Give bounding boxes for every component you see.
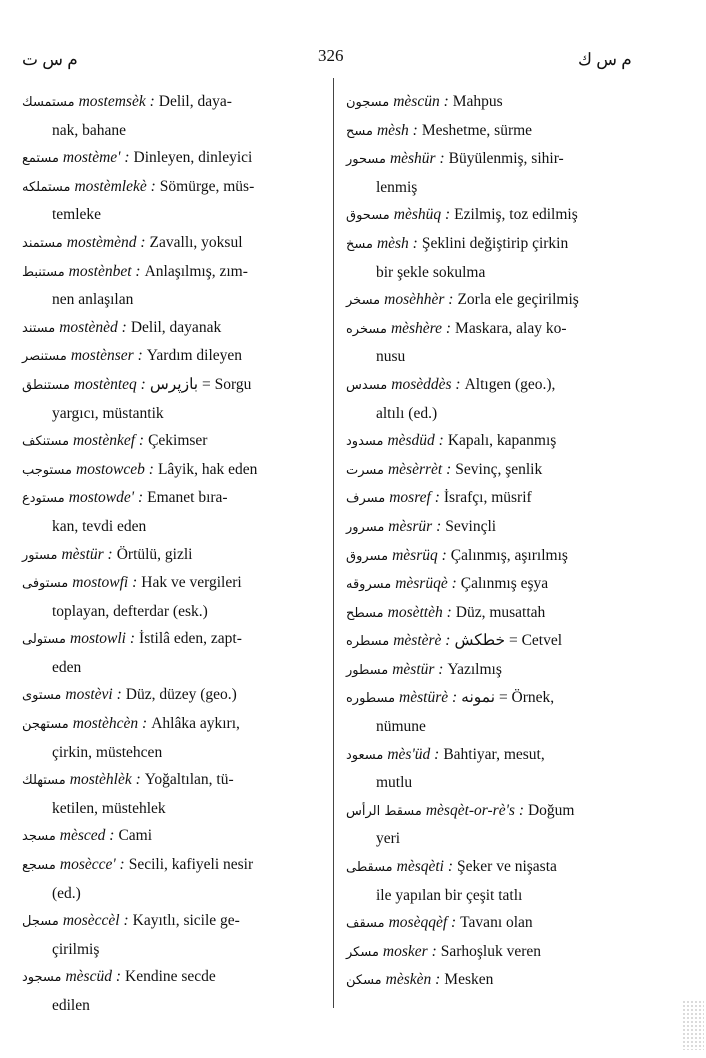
entry-continuation: çirkin, müstehcen xyxy=(52,743,163,761)
dictionary-entry xyxy=(346,315,652,371)
entry-headword: mès'üd : xyxy=(387,745,440,763)
dictionary-entry xyxy=(346,201,652,230)
entry-arabic-word: مستمسك xyxy=(22,95,75,110)
entry-headword: mostènser : xyxy=(70,347,143,365)
page-number: 326 xyxy=(318,46,344,65)
entry-definition: Doğum xyxy=(527,801,575,819)
entry-definition: Düz, musattah xyxy=(455,603,546,621)
entry-first-line xyxy=(22,541,324,570)
entry-first-line xyxy=(346,853,652,882)
entry-definition: Anlaşılmış, zım- xyxy=(144,262,248,280)
entry-headword: mèsdüd : xyxy=(387,432,444,450)
dictionary-entry xyxy=(346,371,652,427)
entry-definition: Delil, daya- xyxy=(158,93,232,110)
entry-continuation: çirilmiş xyxy=(52,940,100,958)
dictionary-entry xyxy=(346,427,652,456)
entry-definition: Emanet bıra- xyxy=(147,489,228,507)
entry-first-line xyxy=(346,117,652,146)
entry-definition: نمونه = Örnek, xyxy=(461,689,555,707)
header-left-letters: م س ت xyxy=(22,50,78,69)
entry-arabic-word: مسطح xyxy=(346,605,384,621)
entry-first-line xyxy=(22,822,324,851)
entry-headword: mostèvi : xyxy=(65,686,122,704)
right-column xyxy=(346,88,652,995)
entry-arabic-word: مستودع xyxy=(22,491,65,507)
dictionary-entry xyxy=(22,456,324,485)
dictionary-entry xyxy=(22,569,324,625)
entry-arabic-word: مستور xyxy=(22,547,58,563)
entry-definition: Yazılmış xyxy=(447,660,502,678)
entry-headword: mèsced : xyxy=(59,827,115,845)
entry-headword: mostènèd : xyxy=(59,318,127,336)
entry-first-line xyxy=(22,766,324,795)
entry-first-line xyxy=(346,513,652,542)
entry-definition: Sömürge, müs- xyxy=(159,177,255,195)
entry-headword: mèstür : xyxy=(61,545,113,563)
entry-first-line xyxy=(22,710,324,739)
entry-definition: خطكش = Cetvel xyxy=(454,632,563,650)
dictionary-entry xyxy=(346,741,652,797)
entry-continuation: nusu xyxy=(376,348,406,366)
entry-continuation: (ed.) xyxy=(52,884,81,902)
entry-arabic-word: مسكر xyxy=(346,944,379,960)
entry-headword: mèsrüq : xyxy=(392,546,447,564)
entry-definition: Çalınmış eşya xyxy=(460,575,549,593)
entry-arabic-word: مستنصر xyxy=(22,349,67,365)
entry-arabic-word: مستمع xyxy=(22,151,59,167)
entry-arabic-word: مسطور xyxy=(346,662,389,678)
dictionary-entry xyxy=(346,542,652,571)
entry-first-line xyxy=(346,684,652,713)
entry-first-line xyxy=(346,456,652,485)
entry-definition: İsrafçı, müsrif xyxy=(443,489,532,507)
entry-arabic-word: مسكن xyxy=(346,973,382,989)
entry-arabic-word: مستولی xyxy=(22,632,66,648)
entry-headword: mostemsèk : xyxy=(78,93,155,110)
entry-arabic-word: مسروقه xyxy=(346,577,392,593)
entry-definition: İstilâ eden, zapt- xyxy=(139,630,242,648)
entry-headword: mosècce' : xyxy=(59,856,125,874)
paper-specks xyxy=(682,1000,704,1050)
entry-continuation: bir şekle sokulma xyxy=(376,263,486,281)
dictionary-entry xyxy=(346,966,652,995)
entry-first-line xyxy=(22,456,324,485)
dictionary-entry xyxy=(346,656,652,685)
entry-definition: Secili, kafiyeli nesir xyxy=(128,856,254,874)
entry-definition: Bahtiyar, mesut, xyxy=(443,745,545,763)
dictionary-entry xyxy=(22,144,324,173)
entry-first-line xyxy=(346,201,652,230)
entry-definition: Yoğaltılan, tü- xyxy=(144,771,234,789)
entry-definition: Kendine secde xyxy=(125,968,216,986)
entry-headword: mostènkef : xyxy=(73,432,145,450)
entry-first-line xyxy=(22,851,324,880)
entry-definition: Düz, düzey (geo.) xyxy=(125,686,237,704)
entry-definition: Hak ve vergileri xyxy=(141,574,242,592)
entry-arabic-word: مسقف xyxy=(346,916,385,932)
entry-arabic-word: مسخر xyxy=(346,293,381,309)
entry-first-line xyxy=(346,542,652,571)
entry-arabic-word: مسحور xyxy=(346,152,386,168)
entry-arabic-word: مستند xyxy=(22,320,56,336)
entry-arabic-word: مسدود xyxy=(346,434,384,450)
entry-arabic-word: مسرف xyxy=(346,491,386,507)
entry-definition: Kapalı, kapanmış xyxy=(447,432,557,450)
entry-first-line xyxy=(22,229,324,258)
entry-headword: mèshür : xyxy=(389,150,445,168)
entry-definition: Şeker ve nişasta xyxy=(457,858,557,876)
entry-first-line xyxy=(22,342,324,371)
entry-first-line xyxy=(22,484,324,513)
entry-definition: Sevinçli xyxy=(445,517,497,535)
dictionary-entry xyxy=(22,963,324,1019)
entry-continuation: toplayan, defterdar (esk.) xyxy=(52,602,208,620)
entry-headword: mosref : xyxy=(389,489,440,507)
entry-headword: mostèhcèn : xyxy=(72,715,148,733)
entry-definition: Sevinç, şenlik xyxy=(455,460,543,478)
dictionary-entry xyxy=(346,456,652,485)
entry-first-line xyxy=(346,938,652,967)
entry-first-line xyxy=(22,681,324,710)
entry-headword: mèstürè : xyxy=(399,689,458,707)
dictionary-entry xyxy=(22,625,324,681)
entry-headword: mèsh : xyxy=(376,121,418,139)
entry-first-line xyxy=(22,258,324,287)
dictionary-entry xyxy=(346,570,652,599)
dictionary-entry xyxy=(346,286,652,315)
entry-headword: mostènteq : xyxy=(73,375,146,393)
entry-headword: mostème' : xyxy=(62,149,130,167)
entry-headword: mostowli : xyxy=(70,630,136,648)
entry-continuation: eden xyxy=(52,658,82,676)
entry-definition: بازپرس = Sorgu xyxy=(149,375,252,393)
entry-continuation: edilen xyxy=(52,997,90,1014)
entry-definition: Ezilmiş, toz edilmiş xyxy=(454,206,578,224)
entry-first-line xyxy=(346,656,652,685)
dictionary-entry xyxy=(346,909,652,938)
dictionary-entry xyxy=(346,513,652,542)
entry-definition: Maskara, alay ko- xyxy=(455,319,567,337)
dictionary-entry xyxy=(22,822,324,851)
entry-arabic-word: مسجون xyxy=(346,95,390,110)
left-column xyxy=(22,88,324,1020)
entry-arabic-word: مسجود xyxy=(22,970,62,986)
header-right-letters: م س ك xyxy=(578,50,632,69)
entry-arabic-word: مسجل xyxy=(22,914,59,930)
dictionary-entry xyxy=(22,88,324,144)
entry-definition: Lâyik, hak eden xyxy=(157,460,258,478)
entry-first-line xyxy=(346,570,652,599)
entry-definition: Yardım dileyen xyxy=(146,347,243,365)
entry-definition: Çalınmış, aşırılmış xyxy=(450,546,568,564)
entry-arabic-word: مسطره xyxy=(346,634,390,650)
entry-definition: Delil, dayanak xyxy=(130,318,222,336)
entry-arabic-word: مسعود xyxy=(346,747,384,763)
entry-headword: mèsrüqè : xyxy=(395,575,457,593)
column-divider xyxy=(333,78,334,1008)
dictionary-entry xyxy=(22,484,324,540)
entry-headword: mèshüq : xyxy=(393,206,451,224)
entry-first-line xyxy=(346,484,652,513)
entry-arabic-word: مستنبط xyxy=(22,264,65,280)
entry-arabic-word: مستنطق xyxy=(22,377,70,393)
entry-headword: mostowde' : xyxy=(68,489,144,507)
entry-headword: mèsh : xyxy=(376,234,418,252)
dictionary-entry xyxy=(346,88,652,117)
entry-definition: Zorla ele geçirilmiş xyxy=(457,291,579,309)
dictionary-entry xyxy=(346,938,652,967)
dictionary-entry xyxy=(22,258,324,314)
entry-definition: Dinleyen, dinleyici xyxy=(133,149,253,167)
entry-arabic-word: مستملكه xyxy=(22,179,71,195)
entry-first-line xyxy=(22,427,324,456)
entry-first-line xyxy=(346,315,652,344)
dictionary-entry xyxy=(346,484,652,513)
entry-first-line xyxy=(346,371,652,400)
entry-headword: mèskèn : xyxy=(385,971,441,989)
entry-continuation: ile yapılan bir çeşit tatlı xyxy=(376,886,523,904)
dictionary-entry xyxy=(22,907,324,963)
entry-arabic-word: مسطوره xyxy=(346,691,396,707)
entry-arabic-word: مستنكف xyxy=(22,434,70,450)
entry-first-line xyxy=(22,625,324,654)
entry-arabic-word: مسخره xyxy=(346,321,387,337)
entry-continuation: kan, tevdi eden xyxy=(52,517,147,535)
entry-first-line xyxy=(346,966,652,995)
entry-arabic-word: مستوی xyxy=(22,688,62,704)
dictionary-entry xyxy=(22,851,324,907)
entry-arabic-word: مسقطی xyxy=(346,860,393,876)
entry-headword: mèstèrè : xyxy=(393,632,451,650)
entry-headword: mostèmènd : xyxy=(66,233,146,251)
entry-headword: mèsrür : xyxy=(388,517,442,535)
entry-continuation: altılı (ed.) xyxy=(376,404,438,422)
entry-first-line xyxy=(346,88,652,117)
entry-headword: mosèddès : xyxy=(391,375,461,393)
entry-continuation: yargıcı, müstantik xyxy=(52,404,164,422)
entry-arabic-word: مسدس xyxy=(346,377,388,393)
dictionary-entry xyxy=(22,681,324,710)
entry-arabic-word: مسروق xyxy=(346,548,389,564)
entry-arabic-word: مسجد xyxy=(22,829,56,845)
dictionary-entry xyxy=(22,710,324,766)
entry-arabic-word: مسرور xyxy=(346,519,385,535)
dictionary-entry xyxy=(22,427,324,456)
page-header xyxy=(0,44,706,74)
dictionary-entry xyxy=(22,766,324,822)
entry-first-line xyxy=(22,371,324,400)
entry-arabic-word: مسرت xyxy=(346,462,384,478)
entry-first-line xyxy=(346,145,652,174)
entry-headword: mèstür : xyxy=(392,660,444,678)
entry-definition: Sarhoşluk veren xyxy=(440,942,542,960)
dictionary-entry xyxy=(22,342,324,371)
entry-arabic-word: مسحوق xyxy=(346,208,390,224)
entry-headword: mèsqèti : xyxy=(396,858,454,876)
entry-continuation: lenmiş xyxy=(376,178,418,196)
entry-continuation: ketilen, müstehlek xyxy=(52,799,166,817)
entry-headword: mèscüd : xyxy=(65,968,121,986)
entry-first-line xyxy=(346,427,652,456)
entry-definition: Zavallı, yoksul xyxy=(149,233,243,251)
entry-arabic-word: مستهجن xyxy=(22,717,69,733)
entry-definition: Örtülü, gizli xyxy=(116,545,193,563)
entry-first-line xyxy=(22,144,324,173)
entry-continuation: temleke xyxy=(52,206,102,224)
entry-first-line xyxy=(22,173,324,202)
entry-headword: mosèccèl : xyxy=(62,912,129,930)
entry-headword: mèsèrrèt : xyxy=(387,460,452,478)
dictionary-entry xyxy=(346,145,652,201)
entry-headword: mostowceb : xyxy=(76,460,154,478)
entry-headword: mèscün : xyxy=(393,93,449,110)
entry-first-line xyxy=(346,741,652,770)
entry-definition: Çekimser xyxy=(148,432,208,450)
dictionary-entry xyxy=(346,853,652,909)
entry-headword: mosèttèh : xyxy=(387,603,452,621)
entry-definition: Şeklini değiştirip çirkin xyxy=(421,234,569,252)
entry-arabic-word: مسخ xyxy=(346,236,373,252)
entry-headword: mosèhhèr : xyxy=(384,291,454,309)
entry-first-line xyxy=(346,286,652,315)
entry-continuation: nak, bahane xyxy=(52,121,127,139)
entry-definition: Cami xyxy=(118,827,153,845)
entry-first-line xyxy=(22,88,324,117)
entry-definition: Ahlâka aykırı, xyxy=(151,715,240,733)
entry-headword: mostènbet : xyxy=(68,262,141,280)
entry-arabic-word: مستوجب xyxy=(22,462,73,478)
dictionary-entry xyxy=(346,627,652,656)
entry-definition: Mesken xyxy=(444,971,494,989)
entry-continuation: yeri xyxy=(376,830,401,848)
entry-definition: Mahpus xyxy=(452,93,503,110)
entry-continuation: mutlu xyxy=(376,774,413,792)
entry-first-line xyxy=(22,569,324,598)
dictionary-entry xyxy=(22,173,324,229)
entry-definition: Meshetme, sürme xyxy=(421,121,533,139)
dictionary-entry xyxy=(346,684,652,740)
dictionary-entry xyxy=(346,797,652,853)
entry-first-line xyxy=(22,963,324,992)
entry-headword: mosker : xyxy=(382,942,437,960)
entry-arabic-word: مستمند xyxy=(22,235,63,251)
entry-arabic-word: مسح xyxy=(346,123,373,139)
dictionary-entry xyxy=(346,230,652,286)
entry-headword: mostèhlèk : xyxy=(69,771,141,789)
entry-first-line xyxy=(346,599,652,628)
entry-continuation: nümune xyxy=(376,718,426,736)
dictionary-entry xyxy=(22,371,324,427)
entry-arabic-word: مسجع xyxy=(22,858,56,874)
entry-definition: Altıgen (geo.), xyxy=(464,375,556,393)
entry-arabic-word: مستوفی xyxy=(22,576,69,592)
entry-headword: mèsqèt-or-rè's : xyxy=(425,801,524,819)
entry-first-line xyxy=(346,230,652,259)
dictionary-entry xyxy=(22,314,324,343)
entry-arabic-word: مسقط الرأس xyxy=(346,803,422,819)
entry-definition: Büyülenmiş, sihir- xyxy=(448,150,564,168)
entry-first-line xyxy=(22,907,324,936)
entry-definition: Tavanı olan xyxy=(460,914,533,932)
entry-headword: mèshère : xyxy=(390,319,452,337)
dictionary-entry xyxy=(346,599,652,628)
entry-first-line xyxy=(346,909,652,938)
entry-first-line xyxy=(22,314,324,343)
entry-first-line xyxy=(346,797,652,826)
entry-arabic-word: مستهلك xyxy=(22,773,66,789)
entry-headword: mostowfi : xyxy=(72,574,138,592)
entry-headword: mosèqqèf : xyxy=(388,914,457,932)
entry-first-line xyxy=(346,627,652,656)
dictionary-entry xyxy=(22,541,324,570)
entry-headword: mostèmlekè : xyxy=(74,177,156,195)
dictionary-entry xyxy=(22,229,324,258)
dictionary-entry xyxy=(346,117,652,146)
entry-continuation: nen anlaşılan xyxy=(52,291,134,309)
entry-definition: Kayıtlı, sicile ge- xyxy=(132,912,240,930)
